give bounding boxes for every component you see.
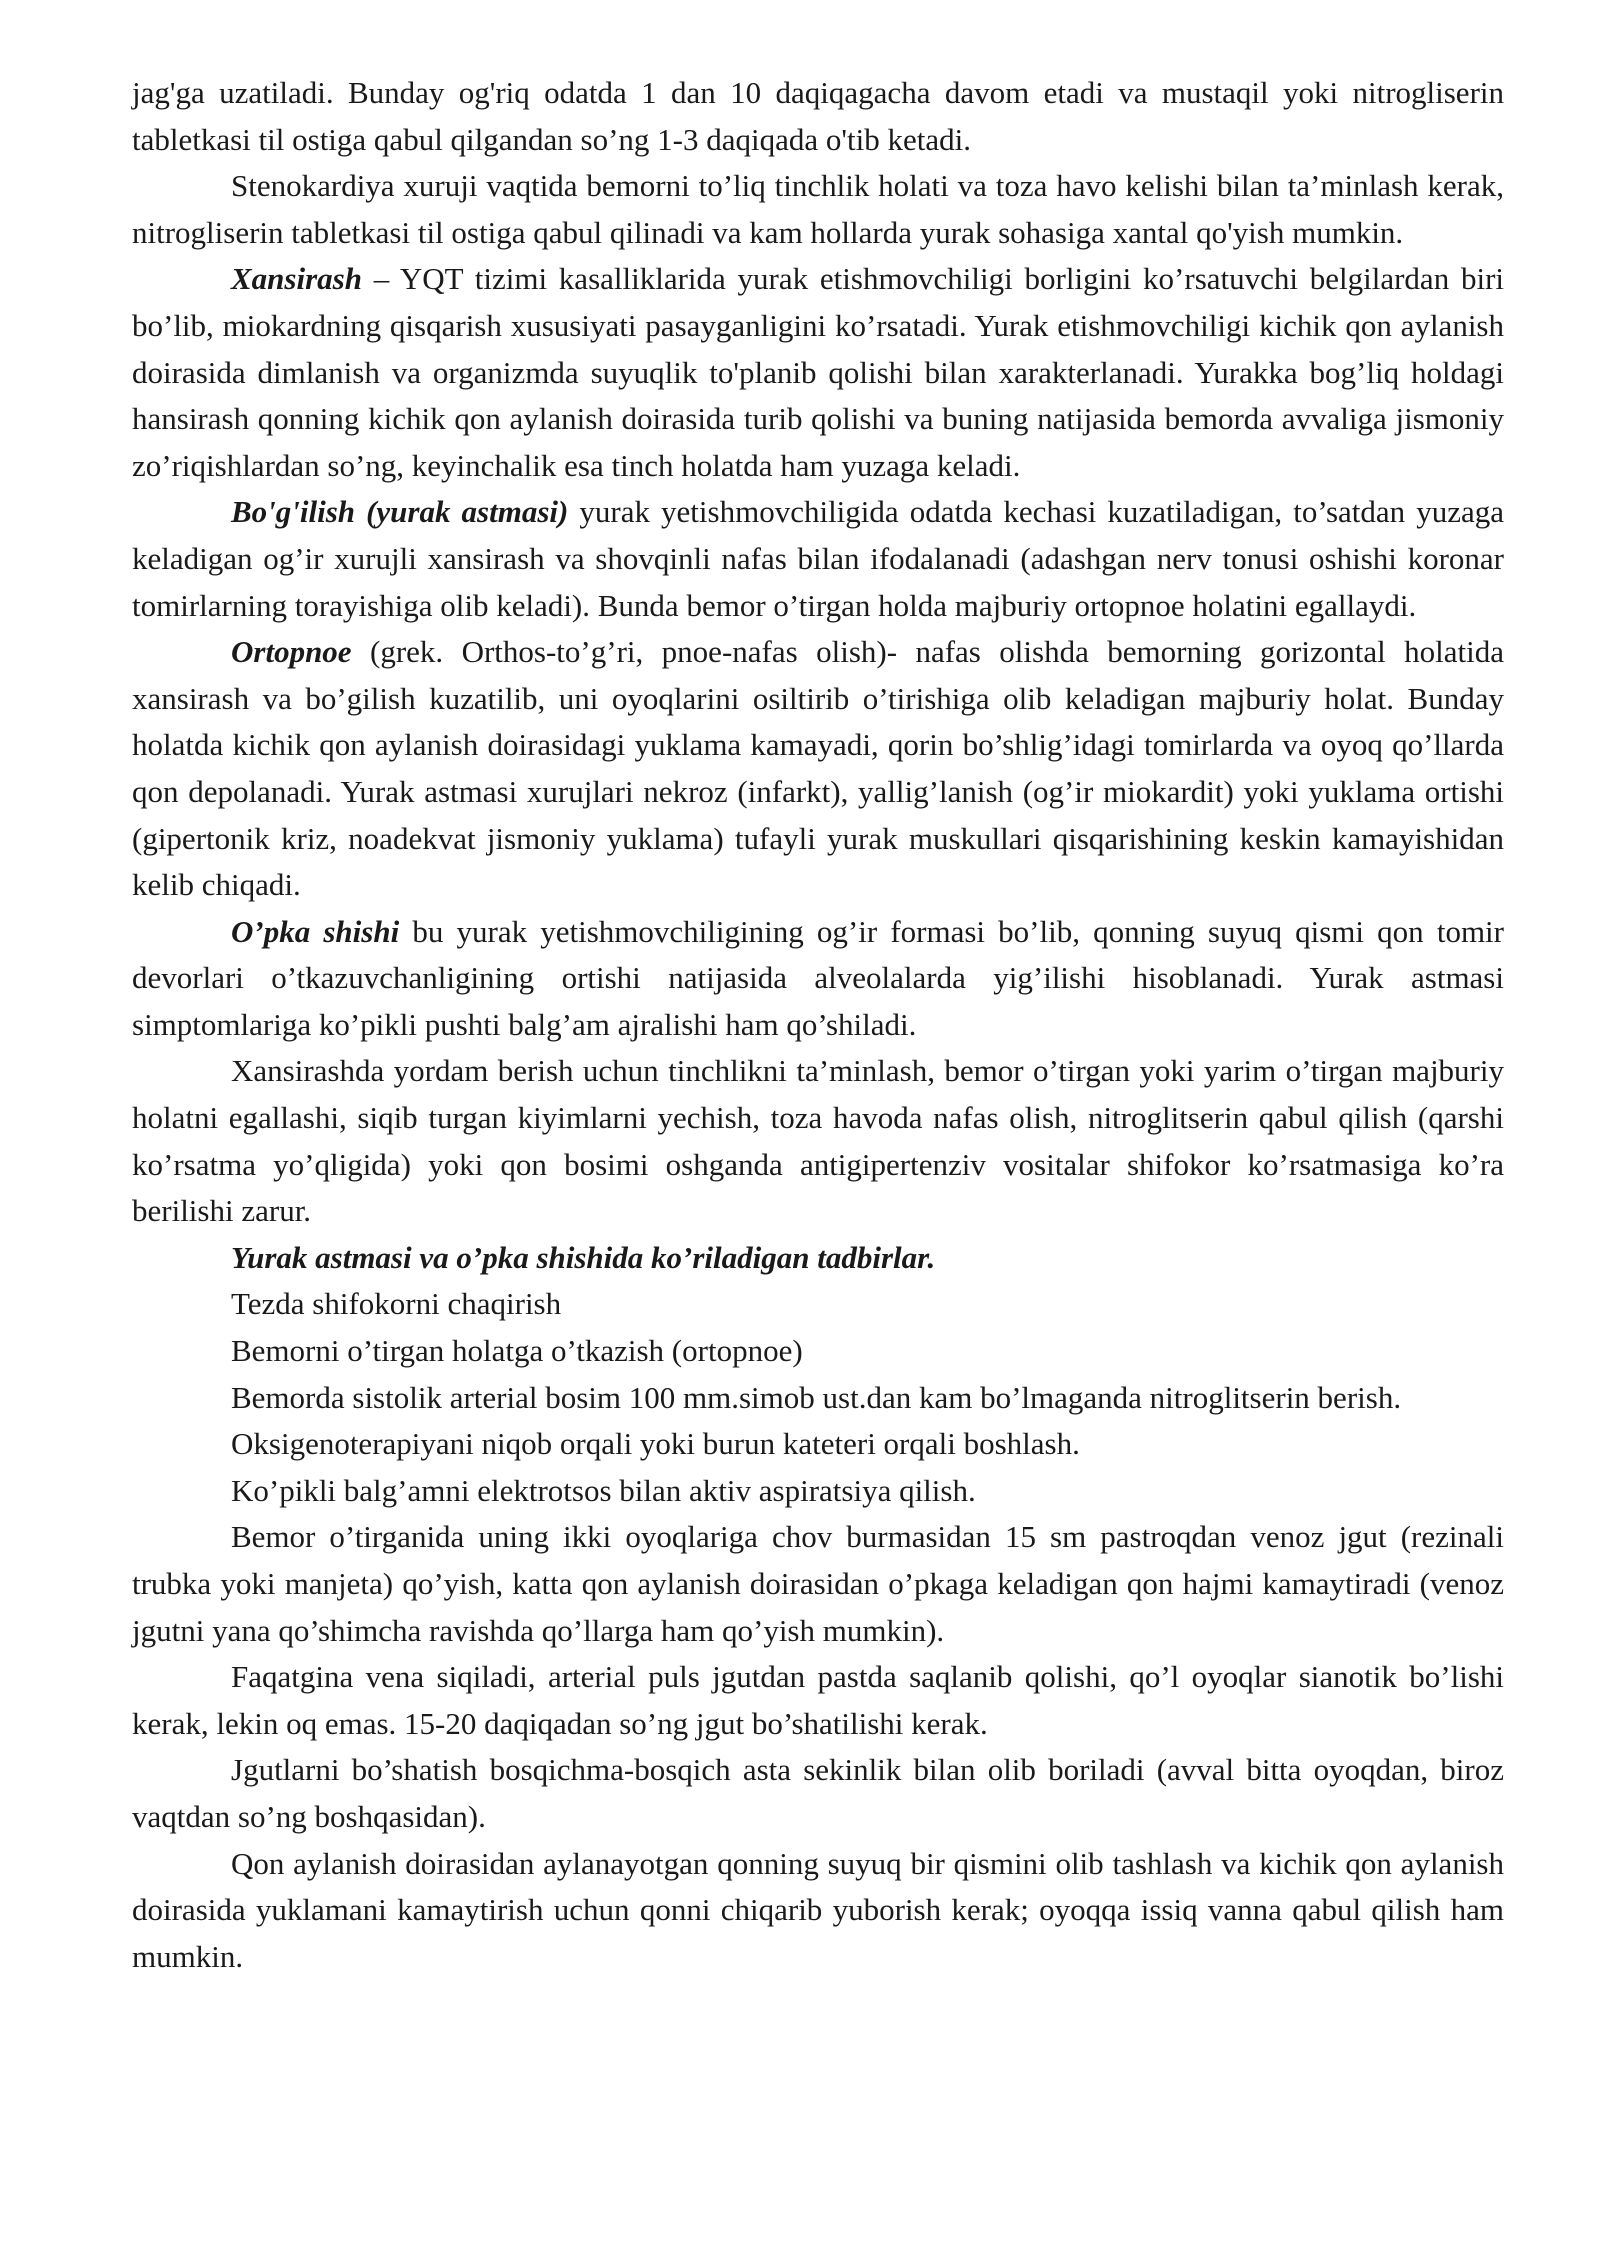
paragraph-ortopnoe-text: (grek. Orthos-to’g’ri, pnoe-nafas olish)- nafas olishda bemorning gorizontal holatida xansirash va bo’gilish kuzatilib, uni oyoqlarini osiltirib o’tirishiga olib keladigan majburiy holat. Bunday holatda kichik qon aylanish doirasidagi yuklama kamayadi, qorin bo’shlig’idagi tomirlarda va oyoq qo’llarda qon depolanadi. Yurak astmasi xurujlari nekroz (infarkt), yallig’lanish (og’ir miokardit) yoki yuklama ortishi (gipertonik kriz, noadekvat jismoniy yuklama) tufayli yurak muskullari qisqarishining keskin kamayishidan kelib chiqadi. <box>132 634 1504 903</box>
paragraph-bogilish <box>132 489 1504 629</box>
paragraph-opka-shishi-text: bu yurak yetishmovchiligining og’ir formasi bo’lib, qonning suyuq qismi qon tomir devorlari o’tkazuvchanligining ortishi natijasida alveolalarda yig’ilishi hisoblanadi. Yurak astmasi simptomlariga ko’pikli pushti balg’am ajralishi ham qo’shiladi. <box>132 913 1504 1042</box>
list-item: Qon aylanish doirasidan aylanayotgan qonning suyuq bir qismini olib tashlash va kichik qon aylanish doirasida yuklamani kamaytirish uchun qonni chiqarib yuborish kerak; oyoqqa issiq vanna qabul qilish ham mumkin. <box>132 1845 1504 1974</box>
list-item: Oksigenoterapiyani niqob orqali yoki burun kateteri orqali boshlash. <box>231 1426 1080 1462</box>
term-ortopnoe: Ortopnoe <box>231 634 352 670</box>
list-item: Ko’pikli balg’amni elektrotsos bilan aktiv aspiratsiya qilish. <box>231 1472 976 1508</box>
paragraph-xansirash-text: – YQT tizimi kasalliklarida yurak etishmovchiligi borligini ko’rsatuvchi belgilardan biri bo’lib, miokardning qisqarish xususiyati pasayganligini ko’rsatadi. Yurak etishmovchiligi kichik qon aylanish doirasida dimlanish va organizmda suyuqlik to'planib qolishi bilan xarakterlanadi. Yurakka bog’liq holdagi hansirash qonning kichik qon aylanish doirasida turib qolishi va buning natijasida bemorda avvaliga jismoniy zo’riqishlardan so’ng, keyinchalik esa tinch holatda ham yuzaga keladi. <box>132 261 1504 483</box>
list-item: Bemorni o’tirgan holatga o’tkazish (ortopnoe) <box>231 1333 803 1369</box>
paragraph-xansirash <box>132 256 1504 489</box>
document-page <box>132 70 1504 1980</box>
term-xansirash: Xansirash <box>231 261 362 297</box>
list-item: Tezda shifokorni chaqirish <box>231 1286 562 1322</box>
list-item: Bemorda sistolik arterial bosim 100 mm.simob ust.dan kam bo’lmaganda nitroglitserin berish. <box>231 1379 1402 1415</box>
section-heading: Yurak astmasi va o’pka shishida ko’riladigan tadbirlar. <box>231 1239 936 1275</box>
paragraph-ortopnoe <box>132 629 1504 909</box>
paragraph-opka-shishi <box>132 909 1504 1049</box>
paragraph-yordam: Xansirashda yordam berish uchun tinchlikni ta’minlash, bemor o’tirgan yoki yarim o’tirgan majburiy holatni egallashi, siqib turgan kiyimlarni yechish, toza havoda nafas olish, nitroglitserin qabul qilish (qarshi ko’rsatma yo’qligida) yoki qon bosimi oshganda antigipertenziv vositalar shifokor ko’rsatmasiga ko’ra berilishi zarur. <box>132 1053 1504 1229</box>
list-item: Bemor o’tirganida uning ikki oyoqlariga chov burmasidan 15 sm pastroqdan venoz jgut (rezinali trubka yoki manjeta) qo’yish, katta qon aylanish doirasidan o’pkaga keladigan qon hajmi kamaytiradi (venoz jgutni yana qo’shimcha ravishda qo’llarga ham qo’yish mumkin). <box>132 1519 1504 1648</box>
paragraph-continuation: jag'ga uzatiladi. Bunday og'riq odatda 1 dan 10 daqiqagacha davom etadi va mustaqil yoki nitrogliserin tabletkasi til ostiga qabul qilgandan so’ng 1-3 daqiqada o'tib ketadi. <box>132 75 1504 157</box>
list-item: Faqatgina vena siqiladi, arterial puls jgutdan pastda saqlanib qolishi, qo’l oyoqlar sianotik bo’lishi kerak, lekin oq emas. 15-20 daqiqadan so’ng jgut bo’shatilishi kerak. <box>132 1659 1504 1741</box>
paragraph-bogilish-text: yurak yetishmovchiligida odatda kechasi kuzatiladigan, to’satdan yuzaga keladigan og’ir xurujli xansirash va shovqinli nafas bilan ifodalanadi (adashgan nerv tonusi oshishi koronar tomirlarning torayishiga olib keladi). Bunda bemor o’tirgan holda majburiy ortopnoe holatini egallaydi. <box>132 494 1504 623</box>
term-opka-shishi: O’pka shishi <box>231 913 400 949</box>
term-bogilish: Bo'g'ilish (yurak astmasi) <box>231 494 569 530</box>
paragraph-stenokardiya: Stenokardiya xuruji vaqtida bemorni to’liq tinchlik holati va toza havo kelishi bilan ta’minlash kerak, nitrogliserin tabletkasi til ostiga qabul qilinadi va kam hollarda yurak sohasiga xantal qo'yish mumkin. <box>132 168 1504 250</box>
list-item: Jgutlarni bo’shatish bosqichma-bosqich asta sekinlik bilan olib boriladi (avval bitta oyoqdan, biroz vaqtdan so’ng boshqasidan). <box>132 1752 1504 1834</box>
